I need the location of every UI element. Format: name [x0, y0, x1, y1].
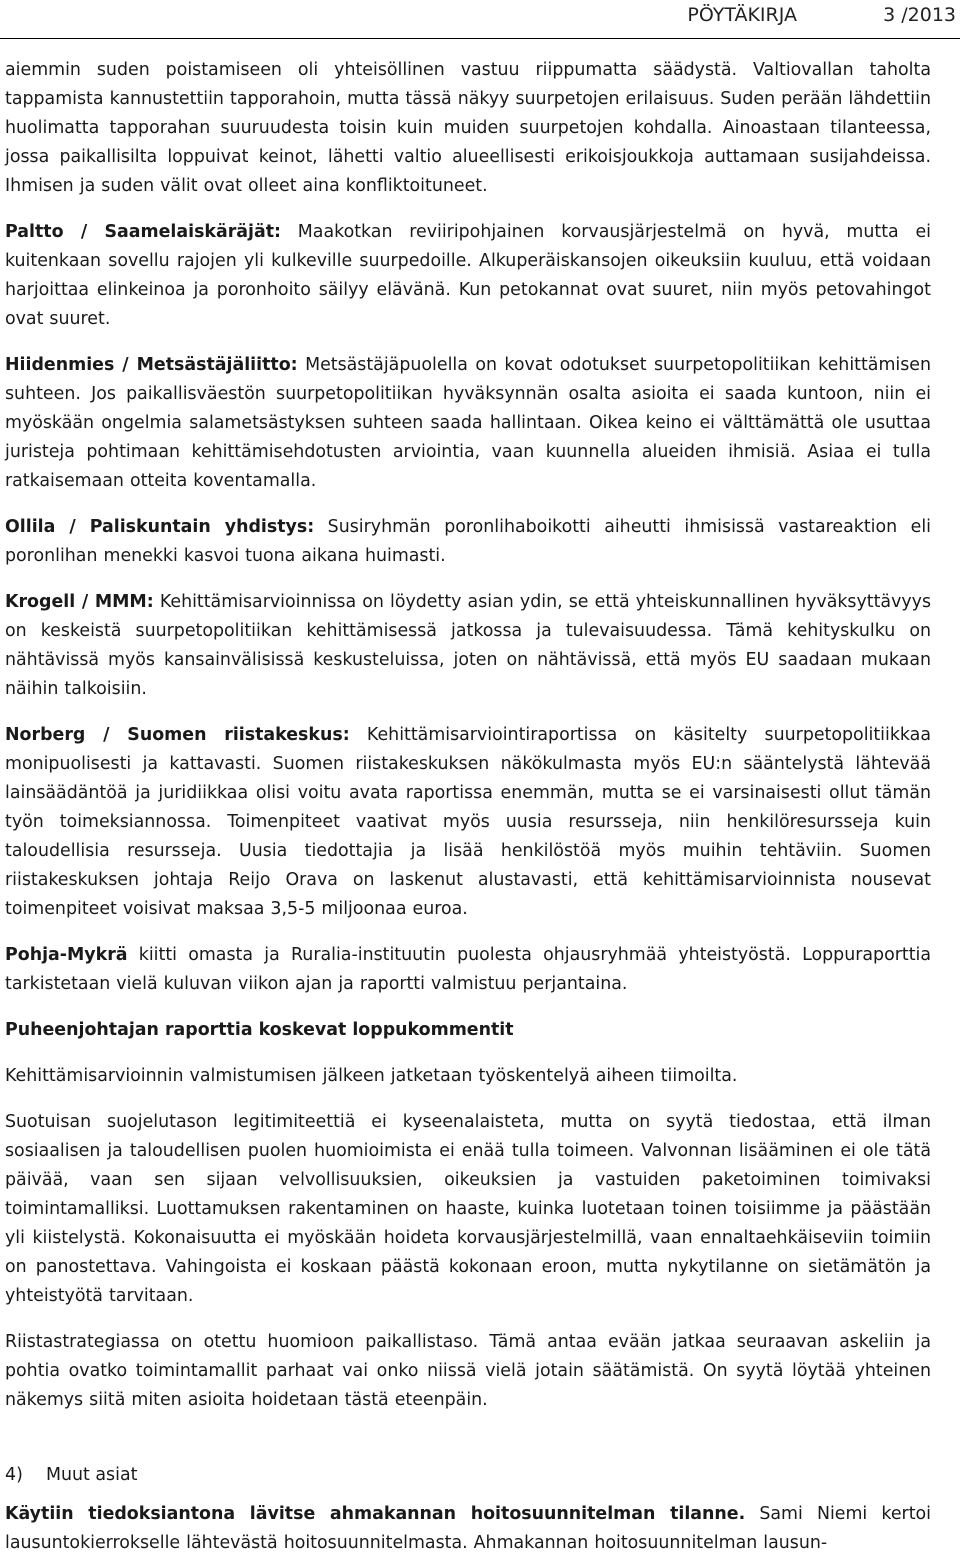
header-rule	[0, 38, 960, 39]
document-type: PÖYTÄKIRJA	[687, 4, 797, 26]
paragraph-pohja-mykra	[5, 941, 931, 999]
paragraph-intro	[5, 56, 931, 201]
speaker-label: Ollila / Paliskuntain yhdistys:	[5, 517, 315, 537]
chair-paragraph: Suotuisan suojelutason legitimiteettiä ei kyseenalaisteta, mutta on syytä tiedostaa, että ilman sosiaalisen ja taloudellisen puolen huomioimista ei enää tulla toimeen. Valvonnan lisääminen ei ole tätä päivää, vaan sen sijaan velvollisuuksien, oikeuksien ja vastuiden paketoiminen toimivaksi toimintamalliksi. Luottamuksen rakentaminen on haaste, kuinka luotetaan toinen toisiimme ja päästään yli kiistelystä. Kokonaisuutta ei myöskään hoideta korvausjärjestelmillä, vaan ennaltaehkäiseviin toimiin on panostettava. Vahingoista ei koskaan päästä kokonaan eroon, mutta nykytilanne on sietämätön ja yhteistyötä tarvitaan.	[5, 1112, 931, 1306]
paragraph-text: Maakotkan reviiripohjainen korvausjärjestelmä on hyvä, mutta ei kuitenkaan sovellu rajojen yli kulkeville suurpedoille. Alkuperäiskansojen oikeuksiin kuuluu, että voidaan harjoittaa elinkeinoa ja poronhoito säilyy elävänä. Kun petokannat ovat suuret, niin myös petovahingot ovat suuret.	[5, 222, 931, 329]
document-number: 3 /2013	[883, 4, 956, 26]
paragraph-text: Kehittämisarviointiraportissa on käsitelty suurpetopolitiikkaa monipuolisesti ja kattavasti. Suomen riistakeskuksen näkökulmasta myös EU:n sääntelystä lähtevää lainsäädäntöä ja juridiikkaa olisi voitu avata raportissa enemmän, mutta se ei varsinaisesti ollut tämän työn toimeksiannossa. Toimenpiteet vaativat myös uusia resursseja, niin henkilöresursseja kuin taloudellisia resursseja. Uusia tiedottajia ja lisää henkilöstöä myös muihin tehtäviin. Suomen riistakeskuksen johtaja Reijo Orava on laskenut alustavasti, että kehittämisarvioinnista nousevat toimenpiteet voisivat maksaa 3,5-5 miljoonaa euroa.	[5, 725, 931, 919]
paragraph-norberg	[5, 721, 931, 924]
section-number: 4)	[5, 1465, 23, 1485]
chair-paragraph: Riistastrategiassa on otettu huomioon paikallistaso. Tämä antaa evään jatkaa seuraavan askeliin ja pohtia ovatko toimintamallit parhaat vai onko niissä vielä jotain säätämistä. On syytä löytää yhteinen näkemys siitä miten asioita hoidetaan tästä eteenpäin.	[5, 1332, 931, 1410]
agenda-item-label: Käytiin tiedoksiantona lävitse ahmakannan hoitosuunnitelman tilanne.	[5, 1504, 746, 1524]
paragraph-text: aiemmin suden poistamiseen oli yhteisöllinen vastuu riippumatta säädystä. Valtiovallan taholta tappamista kannustettiin tapporahoin, mutta tässä näkyy suurpetojen erilaisuus. Suden perään lähdettiin huolimatta tapporahan suuruudesta toisin kuin muiden suurpetojen kohdalla. Ainoastaan tilanteessa, jossa paikallisilta loppuivat keinot, lähetti valtio alueellisesti erikoisjoukkoja auttamaan susijahdeissa. Ihmisen ja suden välit ovat olleet aina konfliktoituneet.	[5, 60, 931, 196]
paragraph-text: Susiryhmän poronlihaboikotti aiheutti ihmisissä vastareaktion eli poronlihan menekki kasvoi tuona aikana huimasti.	[5, 517, 931, 566]
section-heading	[5, 1461, 931, 1490]
paragraph-paltto	[5, 218, 931, 334]
speaker-label: Krogell / MMM:	[5, 592, 154, 612]
speaker-label: Paltto / Saamelaiskäräjät:	[5, 222, 282, 242]
chair-comments-heading: Puheenjohtajan raporttia koskevat loppukommentit	[5, 1020, 514, 1040]
paragraph-final	[5, 1500, 931, 1558]
paragraph-krogell	[5, 588, 931, 704]
paragraph-text: kiitti omasta ja Ruralia-instituutin puolesta ohjausryhmää yhteistyöstä. Loppuraporttia tarkistetaan vielä kuluvan viikon ajan ja raportti valmistuu perjantaina.	[5, 945, 931, 994]
paragraph-text: Sami Niemi kertoi lausuntokierrokselle lähtevästä hoitosuunnitelmasta. Ahmakannan hoitosuunnitelman lausun-	[5, 1504, 931, 1553]
speaker-label: Hiidenmies / Metsästäjäliitto:	[5, 355, 298, 375]
section-title: Muut asiat	[46, 1465, 138, 1485]
chair-paragraph: Kehittämisarvioinnin valmistumisen jälkeen jatketaan työskentelyä aiheen tiimoilta.	[5, 1066, 738, 1086]
speaker-label: Pohja-Mykrä	[5, 945, 128, 965]
page-header	[0, 4, 960, 28]
paragraph-ollila	[5, 513, 931, 571]
paragraph-text: Metsästäjäpuolella on kovat odotukset suurpetopolitiikan kehittämisen suhteen. Jos paikallisväestön suurpetopolitiikan hyväksynnän osalta asioita ei saada kuntoon, niin ei myöskään ongelmia salametsästyksen suhteen saada hallintaan. Oikea keino ei välttämättä ole usuttaa juristeja pohtimaan kehittämisehdotusten arviointia, vaan kuunnella alueiden ihmisiä. Asiaa ei tulla ratkaisemaan otteita koventamalla.	[5, 355, 931, 491]
paragraph-text: Kehittämisarvioinnissa on löydetty asian ydin, se että yhteiskunnallinen hyväksyttävyys on keskeistä suurpetopolitiikan kehittämisessä jatkossa ja tulevaisuudessa. Tämä kehityskulku on nähtävissä myös kansainvälisissä keskusteluissa, joten on nähtävissä, että myös EU saadaan mukaan näihin talkoisiin.	[5, 592, 932, 699]
paragraph-hiidenmies	[5, 351, 931, 496]
speaker-label: Norberg / Suomen riistakeskus:	[5, 725, 350, 745]
document-body	[5, 56, 931, 1558]
